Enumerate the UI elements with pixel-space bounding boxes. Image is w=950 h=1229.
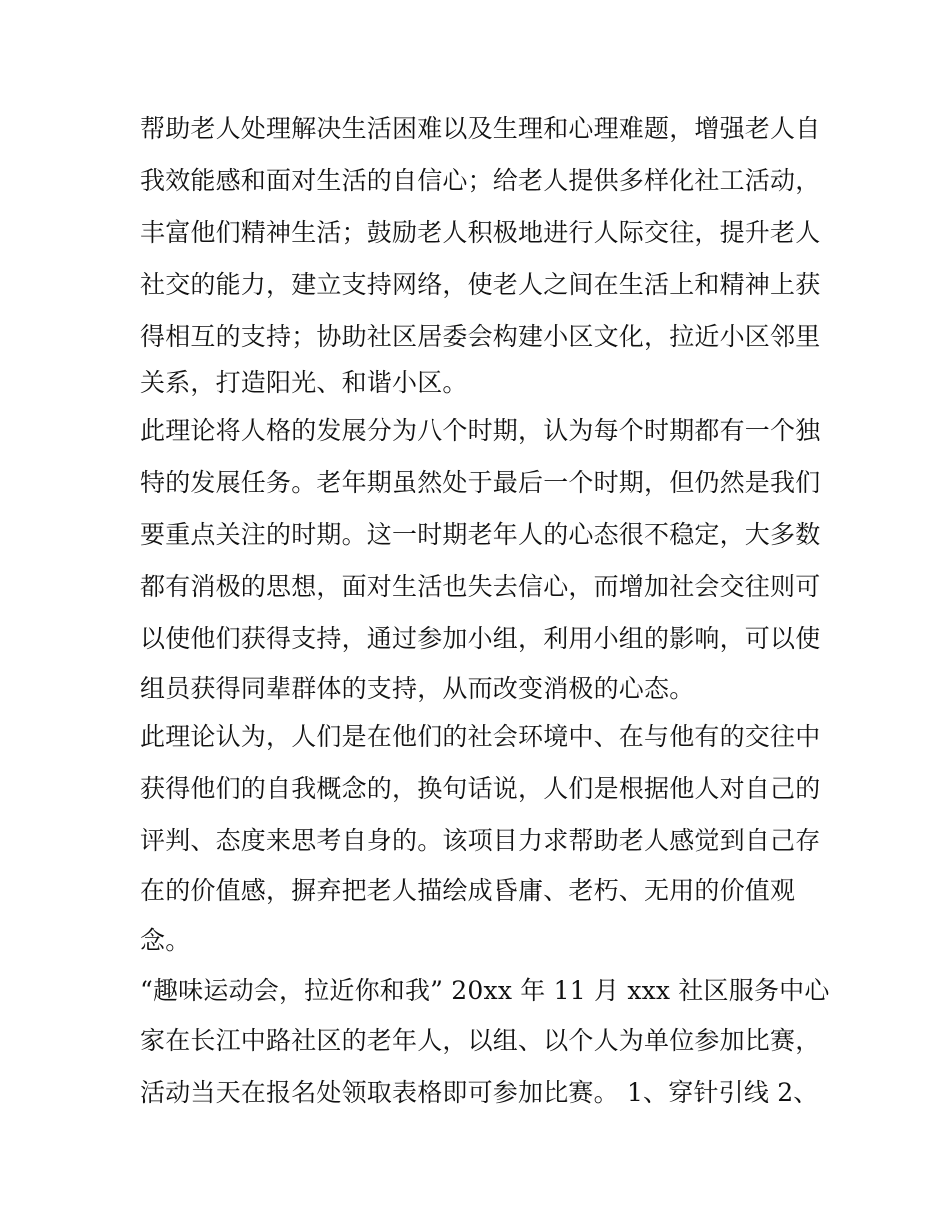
text-line: 都有消极的思想，面对生活也失去信心，而增加社会交往则可: [140, 572, 821, 601]
text-line: 要重点关注的时期。这一时期老年人的心态很不稳定，大多数: [140, 520, 821, 549]
text-line: 在的价值感，摒弃把老人描绘成昏庸、老朽、无用的价值观: [140, 876, 796, 905]
text-line: 评判、态度来思考自身的。该项目力求帮助老人感觉到自己存: [140, 826, 821, 855]
text-line: 活动当天在报名处领取表格即可参加比赛。 1、穿针引线 2、: [140, 1078, 819, 1107]
text-line: 我效能感和面对生活的自信心；给老人提供多样化社工活动，: [140, 166, 821, 195]
text-line: 念。: [140, 926, 191, 955]
text-line: “趣味运动会，拉近你和我” 20xx 年 11 月 xxx 社区服务中心: [140, 976, 830, 1005]
text-line: 此理论将人格的发展分为八个时期，认为每个时期都有一个独: [140, 416, 821, 445]
text-line: 此理论认为，人们是在他们的社会环境中、在与他有的交往中: [140, 722, 821, 751]
text-line: 社交的能力，建立支持网络，使老人之间在生活上和精神上获: [140, 270, 821, 299]
text-line: 得相互的支持；协助社区居委会构建小区文化，拉近小区邻里: [140, 322, 821, 351]
text-line: 丰富他们精神生活；鼓励老人积极地进行人际交往，提升老人: [140, 218, 821, 247]
text-line: 获得他们的自我概念的，换句话说，人们是根据他人对自己的: [140, 774, 821, 803]
text-line: 组员获得同辈群体的支持，从而改变消极的心态。: [140, 674, 695, 703]
text-line: 家在长江中路社区的老年人，以组、以个人为单位参加比赛，: [140, 1026, 821, 1055]
text-line: 以使他们获得支持，通过参加小组，利用小组的影响，可以使: [140, 624, 821, 653]
text-line: 特的发展任务。老年期虽然处于最后一个时期，但仍然是我们: [140, 468, 821, 497]
text-line: 帮助老人处理解决生活困难以及生理和心理难题，增强老人自: [140, 114, 821, 143]
text-line: 关系，打造阳光、和谐小区。: [140, 368, 468, 397]
